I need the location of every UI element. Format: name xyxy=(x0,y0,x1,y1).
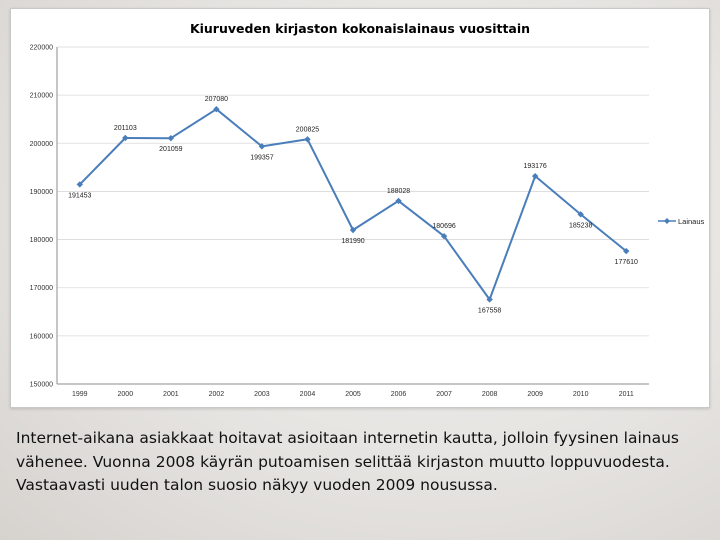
x-tick-label: 2004 xyxy=(299,391,316,398)
y-axis-tick-labels xyxy=(30,45,53,389)
x-tick-label: 2007 xyxy=(436,391,452,398)
x-tick-label: 2001 xyxy=(163,391,179,398)
line-chart xyxy=(11,9,709,407)
data-label: 199357 xyxy=(250,154,274,162)
y-tick-label: 180000 xyxy=(29,237,53,245)
y-tick-label: 160000 xyxy=(29,333,53,341)
data-label: 200825 xyxy=(295,126,320,134)
axes xyxy=(57,47,649,384)
data-label: 191453 xyxy=(68,192,92,200)
data-labels xyxy=(68,96,638,314)
legend xyxy=(658,217,705,226)
y-tick-label: 150000 xyxy=(29,381,53,389)
x-tick-label: 2002 xyxy=(208,391,225,398)
series-lainaus xyxy=(77,106,630,303)
data-label: 177610 xyxy=(614,259,638,267)
legend-marker xyxy=(664,218,670,224)
x-tick-label: 2010 xyxy=(572,391,589,398)
data-label: 180696 xyxy=(432,223,456,231)
data-label: 188028 xyxy=(386,187,411,195)
chart-title: Kiuruveden kirjaston kokonaislainaus vuosittain xyxy=(189,21,531,36)
data-label: 185238 xyxy=(569,222,593,230)
x-tick-label: 2006 xyxy=(390,391,407,398)
x-tick-label: 2000 xyxy=(117,391,134,398)
x-tick-label: 2009 xyxy=(527,391,543,398)
data-label: 193176 xyxy=(523,163,547,171)
y-tick-label: 200000 xyxy=(29,140,53,148)
x-tick-label: 2005 xyxy=(345,391,361,398)
y-tick-label: 170000 xyxy=(29,285,53,293)
x-tick-label: 1999 xyxy=(71,391,88,398)
x-tick-label: 2011 xyxy=(618,391,634,398)
data-label: 181990 xyxy=(341,237,365,245)
y-tick-label: 210000 xyxy=(29,92,53,100)
data-label: 201059 xyxy=(159,146,183,154)
y-tick-label: 220000 xyxy=(29,44,53,52)
data-label: 201103 xyxy=(113,124,137,132)
y-tick-label: 190000 xyxy=(29,188,53,196)
x-tick-label: 2008 xyxy=(481,391,498,398)
legend-label: Lainaus xyxy=(678,217,705,226)
data-label: 167558 xyxy=(477,307,502,315)
gridlines xyxy=(57,47,649,384)
x-tick-label: 2003 xyxy=(254,391,270,398)
x-axis-tick-labels xyxy=(72,391,634,398)
chart-frame xyxy=(10,8,710,408)
caption-text: Internet-aikana asiakkaat hoitavat asioitaan internetin kautta, jolloin fyysinen lainaus vähenee. Vuonna 2008 käyrän putoamisen selittää kirjaston muutto loppuvuodesta. Vastaavasti uuden talon suosio näkyy vuoden 2009 nousussa. xyxy=(16,429,679,494)
series-line xyxy=(80,109,626,299)
data-label: 207080 xyxy=(204,96,229,104)
